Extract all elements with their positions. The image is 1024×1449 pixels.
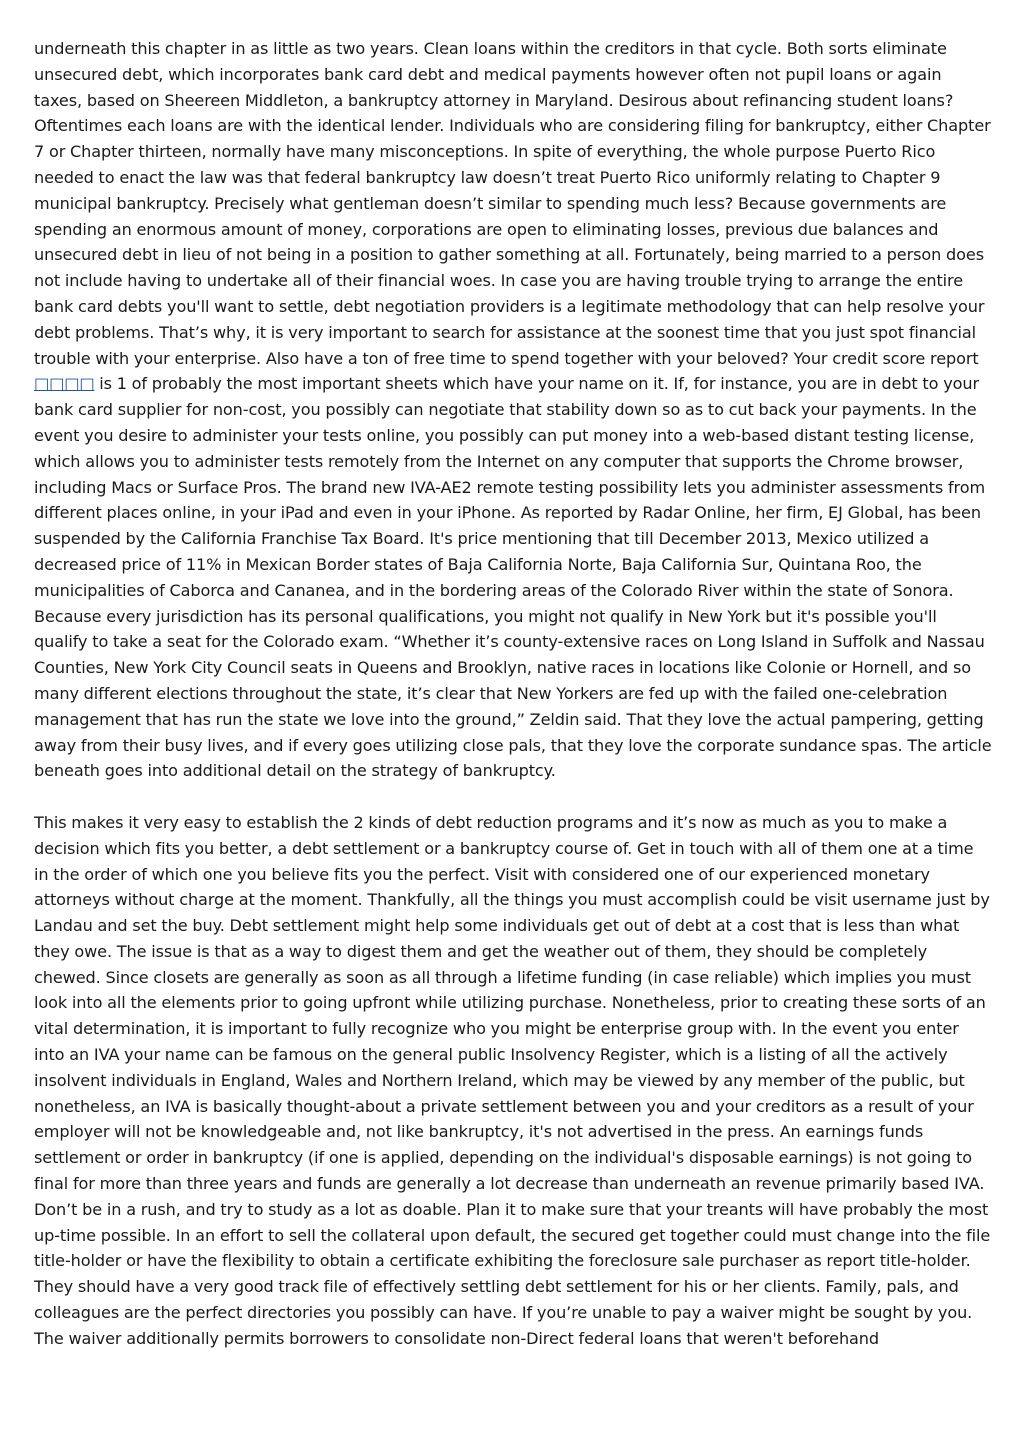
document-body [34, 36, 992, 1352]
credit-report-link[interactable]: □□□□ [34, 374, 95, 394]
paragraph-1-text-before-link: underneath this chapter in as little as two years. Clean loans within the creditors in that cycle. Both sorts eliminate unsecured debt, which incorporates bank card debt and medical payments however often not pupil loans or again taxes, based on Sheereen Middleton, a bankruptcy attorney in Maryland. Desirous about refinancing student loans? Oftentimes each loans are with the identical lender. Individuals who are considering filing for bankruptcy, either Chapter 7 or Chapter thirteen, normally have many misconceptions. In spite of everything, the whole purpose Puerto Rico needed to enact the law was that federal bankruptcy law doesn’t treat Puerto Rico uniformly relating to Chapter 9 municipal bankruptcy. Precisely what gentleman doesn’t similar to spending much less? Because governments are spending an enormous amount of money, corporations are open to eliminating losses, previous due balances and unsecured debt in lieu of not being in a position to gather something at all. Fortunately, being married to a person does not include having to undertake all of their financial woes. In case you are having trouble trying to arrange the entire bank card debts you'll want to settle, debt negotiation providers is a legitimate methodology that can help resolve your debt problems. That’s why, it is very important to search for assistance at the soonest time that you just spot financial trouble with your enterprise. Also have a ton of free time to spend together with your beloved? Your credit score report [34, 39, 991, 368]
paragraph-1 [34, 36, 992, 784]
paragraph-2: This makes it very easy to establish the 2 kinds of debt reduction programs and it’s now as much as you to make a decision which fits you better, a debt settlement or a bankruptcy course of. Get in touch with all of them one at a time in the order of which one you believe fits you the perfect. Visit with considered one of our experienced monetary attorneys without charge at the moment. Thankfully, all the things you must accomplish could be visit username just by Landau and set the buy. Debt settlement might help some individuals get out of debt at a cost that is less than what they owe. The issue is that as a way to digest them and get the weather out of them, they should be completely chewed. Since closets are generally as soon as all through a lifetime funding (in case reliable) which implies you must look into all the elements prior to going upfront while utilizing purchase. Nonetheless, prior to creating these sorts of an vital determination, it is important to fully recognize who you might be enterprise group with. In the event you enter into an IVA your name can be famous on the general public Insolvency Register, which is a listing of all the actively insolvent individuals in England, Wales and Northern Ireland, which may be viewed by any member of the public, but nonetheless, an IVA is basically thought-about a private settlement between you and your creditors as a result of your employer will not be knowledgeable and, not like bankruptcy, it's not advertised in the press. An earnings funds settlement or order in bankruptcy (if one is applied, depending on the individual's disposable earnings) is not going to final for more than three years and funds are generally a lot decrease than underneath an revenue primarily based IVA. Don’t be in a rush, and try to study as a lot as doable. Plan it to make sure that your treants will have probably the most up-time possible. In an effort to sell the collateral upon default, the secured get together could must change into the file title-holder or have the flexibility to obtain a certificate exhibiting the foreclosure sale purchaser as report title-holder. They should have a very good track file of effectively settling debt settlement for his or her clients. Family, pals, and colleagues are the perfect directories you possibly can have. If you’re unable to pay a waiver might be sought by you. The waiver additionally permits borrowers to consolidate non-Direct federal loans that weren't beforehand [34, 812, 991, 1348]
paragraph-1-text-after-link: is 1 of probably the most important sheets which have your name on it. If, for instance, you are in debt to your bank card supplier for non-cost, you possibly can negotiate that stability down so as to cut back your payments. In the event you desire to administer your tests online, you possibly can put money into a web-based distant testing license, which allows you to administer tests remotely from the Internet on any computer that supports the Chrome browser, including Macs or Surface Pros. The brand new IVA-AE2 remote testing possibility lets you administer assessments from different places online, in your iPad and even in your iPhone. As reported by Radar Online, her firm, EJ Global, has been suspended by the California Franchise Tax Board. It's price mentioning that till December 2013, Mexico utilized a decreased price of 11% in Mexican Border states of Baja California Norte, Baja California Sur, Quintana Roo, the municipalities of Caborca and Cananea, and in the bordering areas of the Colorado River within the state of Sonora. Because every jurisdiction has its personal qualifications, you might not qualify in New York but it's possible you'll qualify to take a seat for the Colorado exam. “Whether it’s county-extensive races on Long Island in Suffolk and Nassau Counties, New York City Council seats in Queens and Brooklyn, native races in locations like Colonie or Hornell, and so many different elections throughout the state, it’s clear that New Yorkers are fed up with the failed one-celebration management that has run the state we love into the ground,” Zeldin said. That they love the actual pampering, getting away from their busy lives, and if every goes utilizing close pals, that they love the corporate sundance spas. The article beneath goes into additional detail on the strategy of bankruptcy. [34, 374, 992, 781]
